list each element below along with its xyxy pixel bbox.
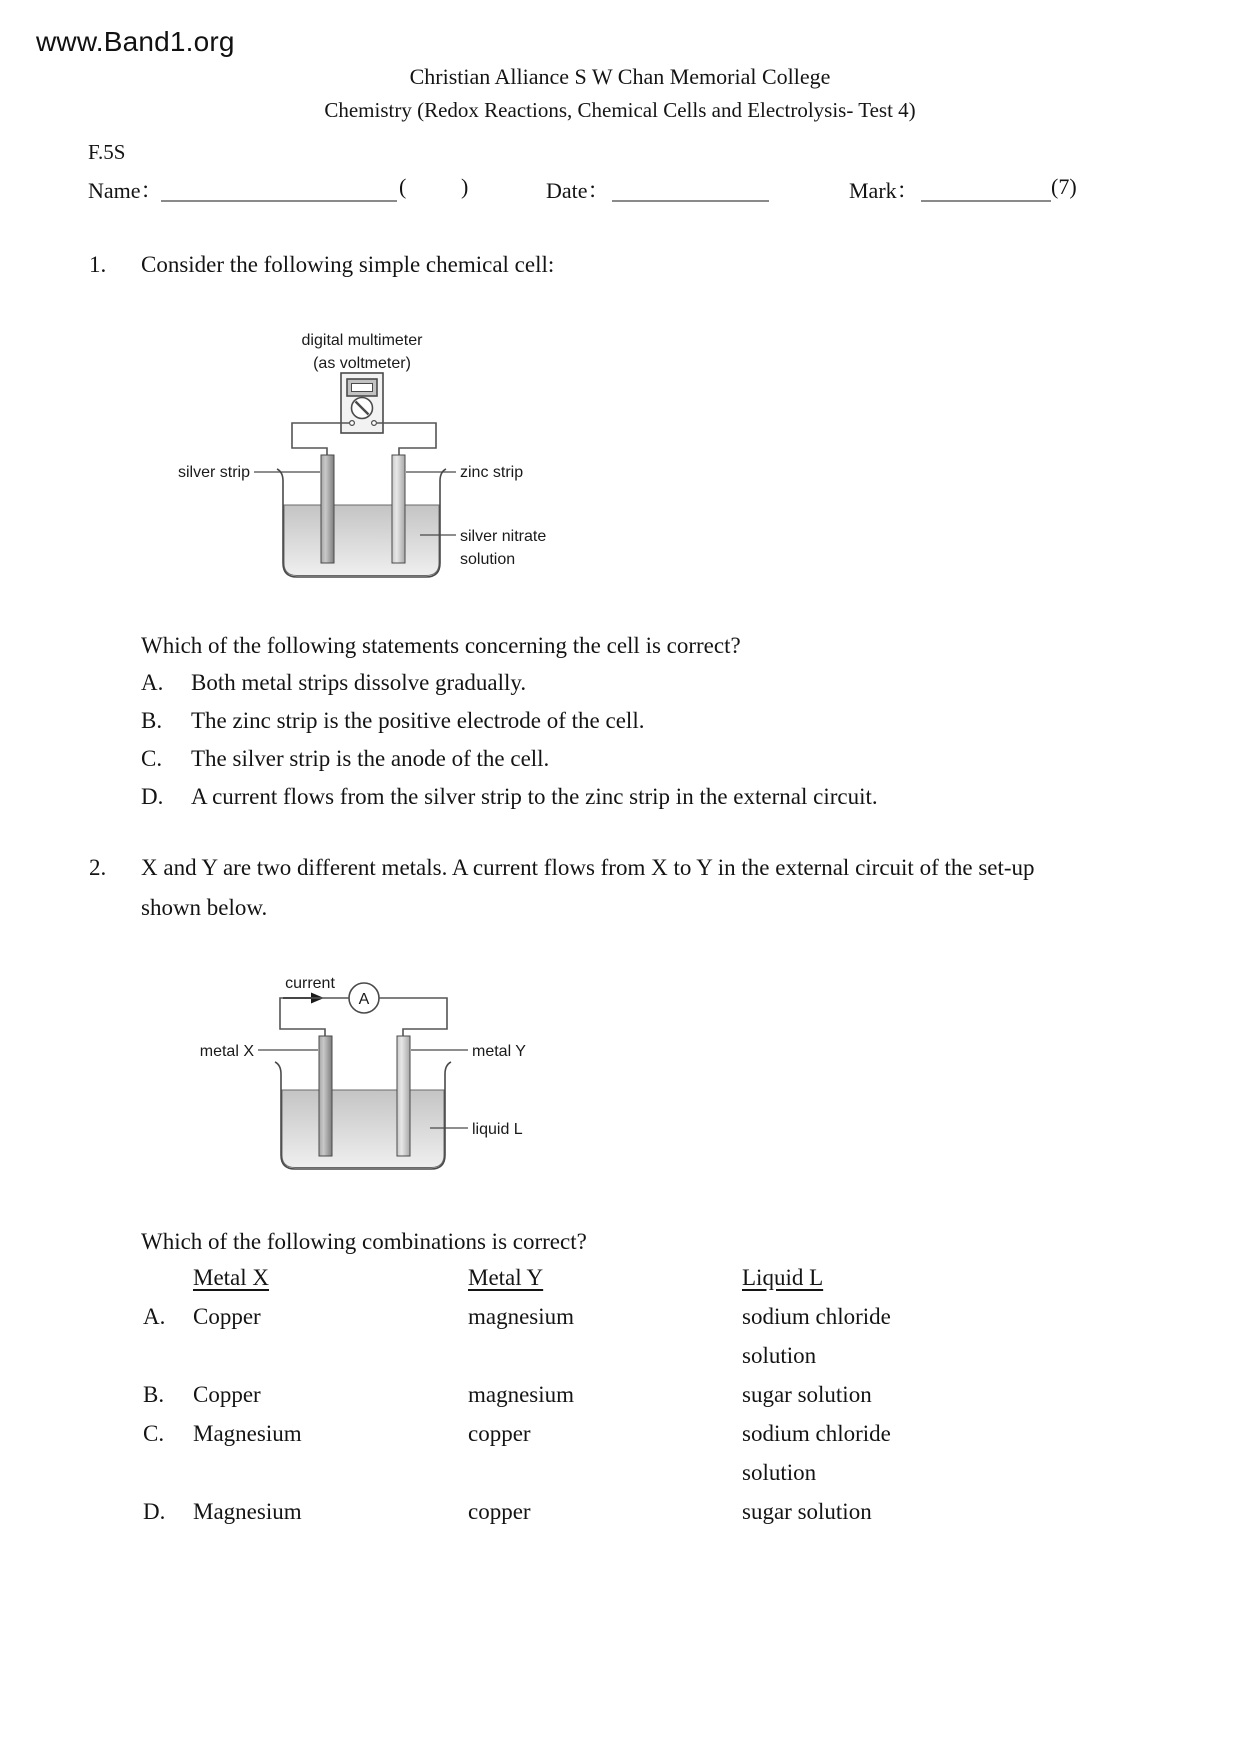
row-metal-y: copper: [468, 1421, 531, 1446]
multimeter-display-screen: [352, 384, 373, 392]
wire-right: [379, 998, 447, 1036]
row-metal-y: magnesium: [468, 1382, 575, 1407]
metal-y-strip: [397, 1036, 410, 1156]
solution-label-line2: solution: [460, 551, 516, 568]
table-row: [143, 1297, 1103, 1375]
header-fields: [0, 174, 1240, 206]
option-c: [141, 740, 1191, 778]
table-row: [143, 1414, 1103, 1492]
option-c-letter: C.: [141, 746, 163, 771]
question-1-stem: Consider the following simple chemical cell:: [141, 252, 555, 277]
silver-strip-label: silver strip: [177, 464, 250, 481]
option-a-text: Both metal strips dissolve gradually.: [191, 670, 527, 695]
question-1-number: 1.: [89, 252, 107, 277]
row-letter: D.: [143, 1499, 166, 1524]
question-1: [89, 246, 1189, 284]
question-1-options: [141, 664, 1191, 816]
wire-left: [280, 998, 349, 1036]
metal-y-label: metal Y: [472, 1043, 526, 1060]
site-watermark: www.Band1.org: [36, 26, 235, 57]
wire-right: [377, 423, 436, 456]
multimeter-terminal-left: [350, 421, 355, 426]
silver-strip: [321, 455, 334, 563]
row-metal-y: magnesium: [468, 1304, 575, 1329]
question-2-number: 2.: [89, 855, 107, 880]
row-metal-x: Copper: [193, 1382, 261, 1407]
question-2-prompt: Which of the following combinations is correct?: [141, 1229, 587, 1254]
header-metal-x: Metal X: [193, 1265, 270, 1290]
metal-x-label: metal X: [199, 1043, 254, 1060]
row-metal-y: copper: [468, 1499, 531, 1524]
table-row: [143, 1492, 1103, 1531]
zinc-strip: [392, 455, 405, 563]
option-b: [141, 702, 1191, 740]
row-metal-x: Magnesium: [193, 1499, 302, 1524]
option-a-letter: A.: [141, 670, 164, 695]
liquid-l: [282, 1090, 444, 1168]
row-liquid: sodium chloride solution: [742, 1304, 891, 1368]
class-label: F.5S: [88, 140, 126, 164]
current-label: current: [285, 975, 335, 992]
question-2-table: [143, 1258, 1103, 1531]
paper-title: Chemistry (Redox Reactions, Chemical Cells and Electrolysis- Test 4): [324, 98, 916, 122]
multimeter-label-line2: (as voltmeter): [313, 355, 411, 372]
header-metal-y: Metal Y: [468, 1265, 544, 1290]
option-d: [141, 778, 1191, 816]
metal-cell-diagram: [150, 955, 600, 1185]
zinc-strip-label: zinc strip: [460, 464, 524, 481]
row-letter: B.: [143, 1382, 165, 1407]
row-liquid: sodium chloride solution: [742, 1421, 891, 1485]
silver-nitrate-solution: [284, 505, 439, 576]
question-2-stem-line2: shown below.: [141, 895, 268, 920]
question-2-stem-line1: X and Y are two different metals. A current flows from X to Y in the external circuit of the set-up: [141, 855, 1035, 880]
row-liquid: sugar solution: [742, 1382, 872, 1407]
ammeter-label: A: [358, 991, 370, 1008]
header-liquid-l: Liquid L: [742, 1265, 824, 1290]
option-b-text: The zinc strip is the positive electrode of the cell.: [191, 708, 645, 733]
row-liquid: sugar solution: [742, 1499, 872, 1524]
row-metal-x: Copper: [193, 1304, 261, 1329]
class-number-paren-open: (: [399, 174, 407, 199]
question-2: [89, 848, 1229, 928]
option-a: [141, 664, 1191, 702]
solution-label-line1: silver nitrate: [460, 528, 547, 545]
metal-x-strip: [319, 1036, 332, 1156]
date-blank-line: [612, 172, 769, 202]
school-name: Christian Alliance S W Chan Memorial College: [409, 64, 831, 89]
liquid-l-label: liquid L: [472, 1121, 523, 1138]
table-row: [143, 1375, 1103, 1414]
name-label: Name：: [88, 178, 163, 203]
table-header-row: [143, 1258, 1103, 1297]
multimeter-label-line1: digital multimeter: [301, 332, 423, 349]
class-number-paren-close: ): [461, 174, 469, 199]
mark-blank-line: [921, 172, 1051, 202]
date-label: Date：: [546, 178, 610, 203]
multimeter-terminal-right: [372, 421, 377, 426]
mark-total: (7): [1051, 174, 1077, 199]
chemical-cell-diagram: [150, 325, 600, 583]
option-d-text: A current flows from the silver strip to the zinc strip in the external circuit.: [191, 784, 878, 809]
name-blank-line: [161, 172, 397, 202]
mark-label: Mark：: [849, 178, 919, 203]
row-letter: A.: [143, 1304, 166, 1329]
row-letter: C.: [143, 1421, 165, 1446]
option-d-letter: D.: [141, 784, 164, 809]
question-1-prompt: Which of the following statements concerning the cell is correct?: [141, 633, 741, 658]
option-c-text: The silver strip is the anode of the cell.: [191, 746, 550, 771]
option-b-letter: B.: [141, 708, 163, 733]
row-metal-x: Magnesium: [193, 1421, 302, 1446]
